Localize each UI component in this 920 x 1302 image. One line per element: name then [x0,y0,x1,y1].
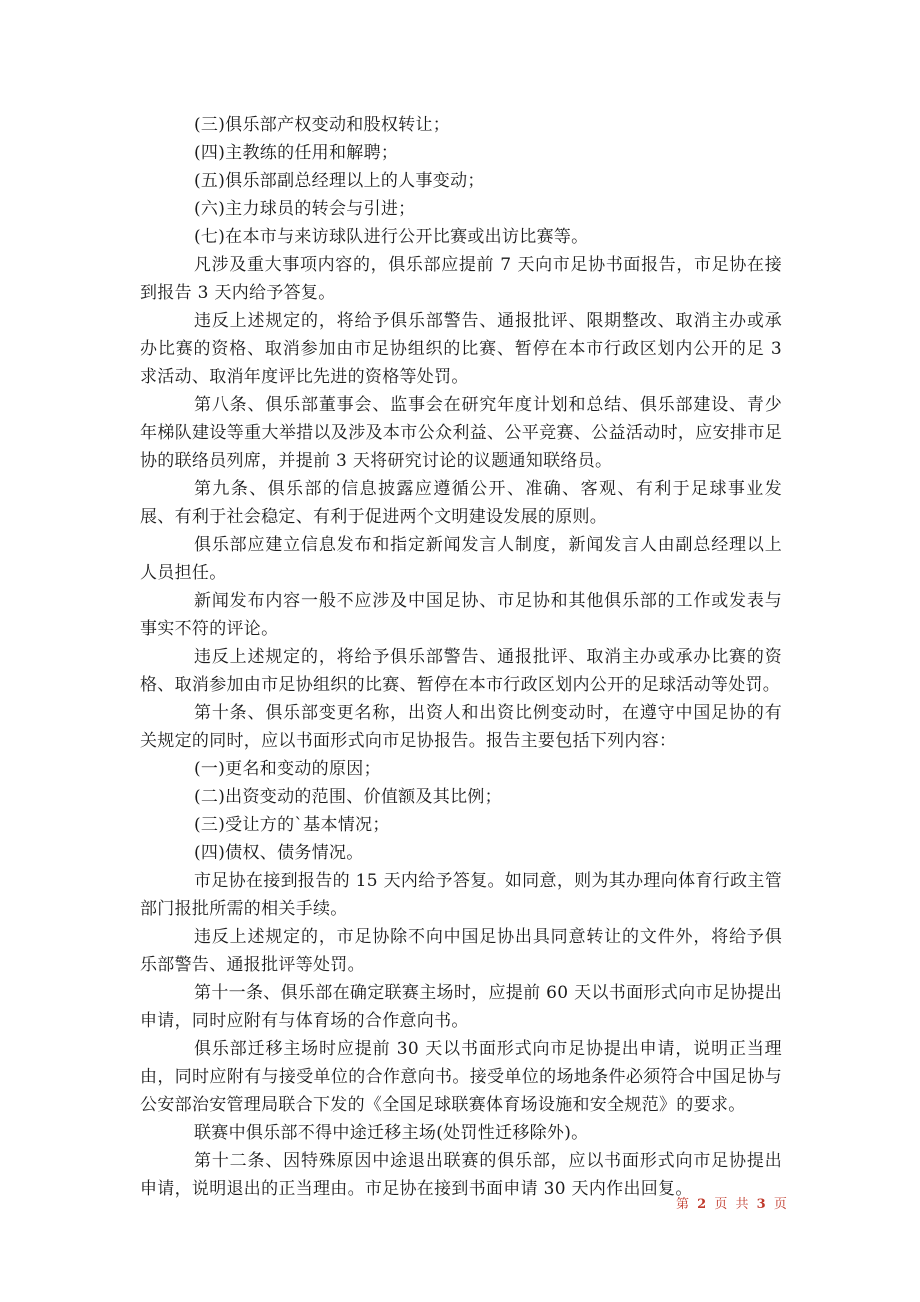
footer-suffix: 页 [773,1197,789,1212]
paragraph: 俱乐部迁移主场时应提前 30 天以书面形式向市足协提出申请，说明正当理由，同时应附有与接受单位的合作意向书。接受单位的场地条件必须符合中国足协与公安部治安管理局联合下发的《全国足球联赛体育场设施和安全规范》的要求。 [140,1039,782,1115]
total-pages-number: 3 [756,1197,768,1212]
paragraph: 俱乐部应建立信息发布和指定新闻发言人制度，新闻发言人由副总经理以上人员担任。 [140,535,782,583]
paragraph: (四)主教练的任用和解聘； [194,143,399,163]
paragraph: (五)俱乐部副总经理以上的人事变动； [194,171,485,191]
paragraph: 新闻发布内容一般不应涉及中国足协、市足协和其他俱乐部的工作或发表与事实不符的评论。 [140,591,782,639]
footer-middle: 页 共 [714,1197,751,1212]
page-number-footer [676,1193,789,1212]
paragraph: 违反上述规定的，市足协除不向中国足协出具同意转让的文件外，将给予俱乐部警告、通报批评等处罚。 [140,927,782,975]
paragraph: 违反上述规定的，将给予俱乐部警告、通报批评、限期整改、取消主办或承办比赛的资格、取消参加由市足协组织的比赛、暂停在本市行政区划内公开的足 3 求活动、取消年度评比先进的资格等处罚。 [140,311,782,387]
document-body [140,111,782,1203]
paragraph: (三)俱乐部产权变动和股权转让； [194,115,451,135]
paragraph: 第十二条、因特殊原因中途退出联赛的俱乐部，应以书面形式向市足协提出申请，说明退出的正当理由。市足协在接到书面申请 30 天内作出回复。 [140,1151,782,1199]
paragraph: (七)在本市与来访球队进行公开比赛或出访比赛等。 [194,227,589,247]
current-page-number: 2 [697,1197,709,1212]
paragraph: (二)出资变动的范围、价值额及其比例； [194,787,502,807]
paragraph: 联赛中俱乐部不得中途迁移主场(处罚性迁移除外)。 [194,1123,589,1143]
paragraph: 第十条、俱乐部变更名称，出资人和出资比例变动时，在遵守中国足协的有关规定的同时，应以书面形式向市足协报告。报告主要包括下列内容： [140,703,782,751]
paragraph: (一)更名和变动的原因； [194,759,381,779]
paragraph: 第八条、俱乐部董事会、监事会在研究年度计划和总结、俱乐部建设、青少年梯队建设等重大举措以及涉及本市公众利益、公平竞赛、公益活动时，应安排市足协的联络员列席，并提前 3 天将研究讨论的议题通知联络员。 [140,395,782,471]
paragraph: 凡涉及重大事项内容的，俱乐部应提前 7 天向市足协书面报告，市足协在接到报告 3 天内给予答复。 [140,255,782,303]
paragraph: 第十一条、俱乐部在确定联赛主场时，应提前 60 天以书面形式向市足协提出申请，同时应附有与体育场的合作意向书。 [140,983,782,1031]
paragraph: (四)债权、债务情况。 [194,843,364,863]
paragraph: 第九条、俱乐部的信息披露应遵循公开、准确、客观、有利于足球事业发展、有利于社会稳定、有利于促进两个文明建设发展的原则。 [140,479,782,527]
paragraph: (三)受让方的`基本情况； [194,815,390,835]
paragraph: 违反上述规定的，将给予俱乐部警告、通报批评、取消主办或承办比赛的资格、取消参加由市足协组织的比赛、暂停在本市行政区划内公开的足球活动等处罚。 [140,647,782,695]
paragraph: 市足协在接到报告的 15 天内给予答复。如同意，则为其办理向体育行政主管部门报批所需的相关手续。 [140,871,782,919]
footer-prefix: 第 [676,1197,692,1212]
paragraph: (六)主力球员的转会与引进； [194,199,416,219]
